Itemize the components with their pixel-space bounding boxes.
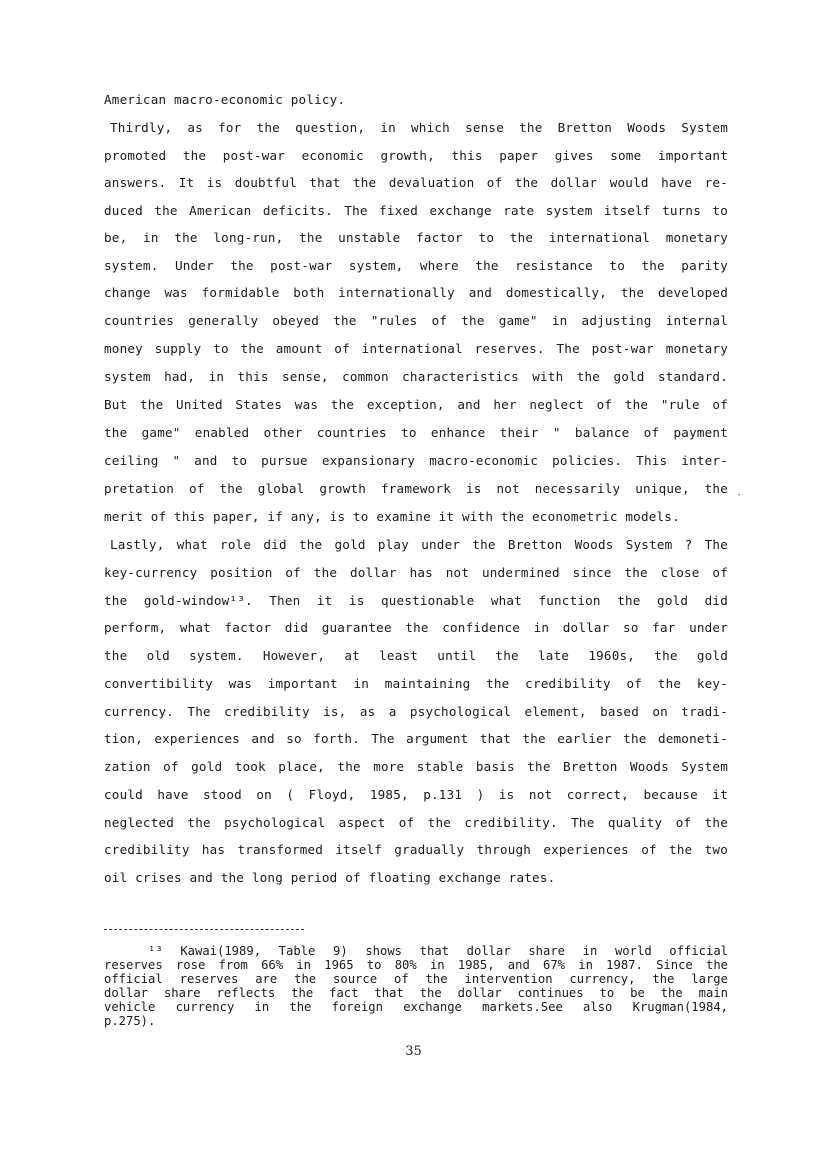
footnote-line: official reserves are the source of the intervention currency, the large <box>104 972 728 986</box>
body-line: credibility has transformed itself gradually through experiences of the two <box>104 842 728 857</box>
body-line: promoted the post-war economic growth, this paper gives some important <box>104 148 728 163</box>
footnote-line: p.275). <box>104 1014 156 1028</box>
body-line: change was formidable both internationally and domestically, the developed <box>104 285 728 300</box>
body-line: neglected the psychological aspect of the credibility. The quality of the <box>104 815 728 830</box>
footnote-separator <box>104 929 304 930</box>
body-line: convertibility was important in maintaining the credibility of the key- <box>104 676 728 691</box>
body-line: merit of this paper, if any, is to examine it with the econometric models. <box>104 509 680 524</box>
footnote-line: ¹³ Kawai(1989, Table 9) shows that dollar share in world official <box>148 944 728 958</box>
body-line: perform, what factor did guarantee the confidence in dollar so far under <box>104 620 728 635</box>
body-line: oil crises and the long period of floating exchange rates. <box>104 870 556 885</box>
body-line: Thirdly, as for the question, in which sense the Bretton Woods System <box>110 120 728 135</box>
body-line: system. Under the post-war system, where the resistance to the parity <box>104 258 728 273</box>
body-line: money supply to the amount of international reserves. The post-war monetary <box>104 341 728 356</box>
body-line: currency. The credibility is, as a psychological element, based on tradi- <box>104 704 728 719</box>
body-line: zation of gold took place, the more stable basis the Bretton Woods System <box>104 759 728 774</box>
body-line: answers. It is doubtful that the devaluation of the dollar would have re- <box>104 175 728 190</box>
body-line: the old system. However, at least until the late 1960s, the gold <box>104 648 728 663</box>
body-line: countries generally obeyed the "rules of the game" in adjusting internal <box>104 313 728 328</box>
body-line: be, in the long-run, the unstable factor to the international monetary <box>104 230 728 245</box>
footnote-line: vehicle currency in the foreign exchange markets.See also Krugman(1984, <box>104 1000 728 1014</box>
body-line: American macro-economic policy. <box>104 92 346 107</box>
body-line: system had, in this sense, common characteristics with the gold standard. <box>104 369 728 384</box>
body-line: But the United States was the exception, and her neglect of the "rule of <box>104 397 728 412</box>
page-number: 35 <box>405 1044 422 1059</box>
body-line: could have stood on ( Floyd, 1985, p.131 ) is not correct, because it <box>104 787 728 802</box>
footnote-line: dollar share reflects the fact that the dollar continues to be the main <box>104 986 728 1000</box>
footnote-line: reserves rose from 66% in 1965 to 80% in 1985, and 67% in 1987. Since the <box>104 958 728 972</box>
body-line: the game" enabled other countries to enhance their " balance of payment <box>104 425 728 440</box>
margin-mark: · <box>736 490 743 501</box>
body-line: ceiling " and to pursue expansionary macro-economic policies. This inter- <box>104 453 728 468</box>
body-line: duced the American deficits. The fixed exchange rate system itself turns to <box>104 203 728 218</box>
body-line: key-currency position of the dollar has not undermined since the close of <box>104 565 728 580</box>
body-line: the gold-window¹³. Then it is questionable what function the gold did <box>104 593 728 608</box>
body-line: Lastly, what role did the gold play under the Bretton Woods System ? The <box>110 537 728 552</box>
body-line: tion, experiences and so forth. The argument that the earlier the demoneti- <box>104 731 728 746</box>
body-line: pretation of the global growth framework is not necessarily unique, the <box>104 481 728 496</box>
